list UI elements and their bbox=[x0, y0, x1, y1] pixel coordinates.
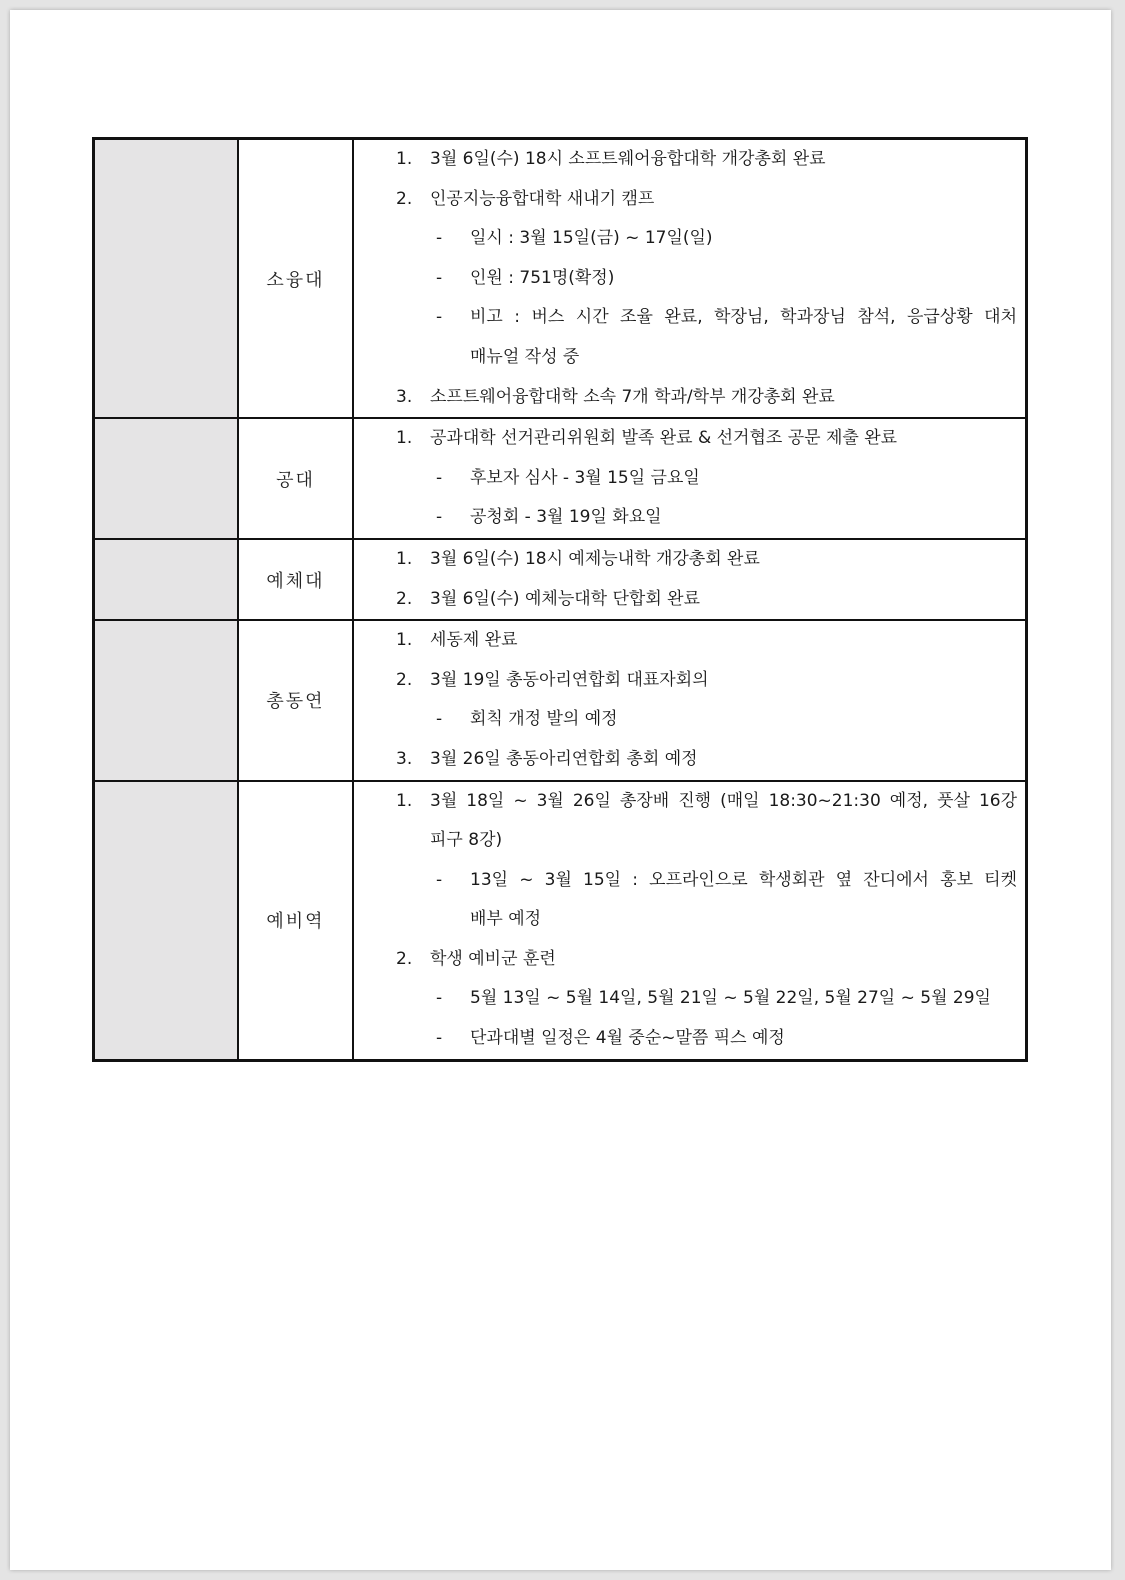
dash-bullet: - bbox=[436, 467, 443, 488]
list-item bbox=[354, 298, 1025, 338]
list-item bbox=[354, 700, 1025, 740]
section-content bbox=[353, 139, 1027, 419]
item-text: 인원 : 751명(확정) bbox=[470, 267, 615, 288]
dash-bullet: - bbox=[436, 1028, 443, 1049]
item-text: 3월 6일(수) 18시 소프트웨어융합대학 개강총회 완료 bbox=[430, 149, 826, 169]
list-item bbox=[354, 661, 1025, 701]
list-item bbox=[354, 979, 1025, 1019]
gray-cell bbox=[94, 418, 239, 539]
item-text: 배부 예정 bbox=[470, 909, 542, 930]
list-item bbox=[354, 940, 1025, 980]
item-number: 3. bbox=[396, 386, 413, 407]
item-text: 5월 13일 ~ 5월 14일, 5월 21일 ~ 5월 22일, 5월 27일 ~ 5월 29일 bbox=[470, 988, 991, 1009]
item-text: 3월 19일 총동아리연합회 대표자회의 bbox=[430, 669, 709, 690]
table-row bbox=[94, 139, 1027, 419]
item-number: 1. bbox=[396, 630, 413, 651]
list-item bbox=[354, 180, 1025, 220]
list-item bbox=[354, 1019, 1025, 1059]
gray-cell bbox=[94, 539, 239, 620]
section-label: 소융대 bbox=[238, 139, 353, 419]
item-text: 인공지능융합대학 새내기 캠프 bbox=[430, 188, 655, 209]
list-item bbox=[354, 219, 1025, 259]
item-number: 1. bbox=[396, 149, 413, 169]
section-label: 예체대 bbox=[238, 539, 353, 620]
table-row bbox=[94, 781, 1027, 1061]
gray-cell bbox=[94, 781, 239, 1061]
item-text: 매뉴얼 작성 중 bbox=[470, 346, 580, 367]
list-item bbox=[354, 900, 1025, 940]
item-text: 3월 6일(수) 예체능대학 단합회 완료 bbox=[430, 588, 700, 609]
item-number: 2. bbox=[396, 948, 413, 969]
dash-bullet: - bbox=[436, 709, 443, 730]
item-text: 비고 : 버스 시간 조율 완료, 학장님, 학과장님 참석, 응급상황 대처 bbox=[470, 307, 1017, 328]
list-item bbox=[354, 378, 1025, 418]
section-content bbox=[353, 620, 1027, 780]
gray-cell bbox=[94, 139, 239, 419]
item-number: 1. bbox=[396, 548, 413, 569]
item-text: 공과대학 선거관리위원회 발족 완료 & 선거협조 공문 제출 완료 bbox=[430, 428, 898, 449]
section-label: 예비역 bbox=[238, 781, 353, 1061]
item-text: 일시 : 3월 15일(금) ~ 17일(일) bbox=[470, 228, 713, 249]
item-number: 3. bbox=[396, 748, 413, 769]
item-text: 소프트웨어융합대학 소속 7개 학과/학부 개강총회 완료 bbox=[430, 386, 835, 407]
table-row bbox=[94, 418, 1027, 539]
document-page bbox=[10, 10, 1111, 1570]
table-row bbox=[94, 620, 1027, 780]
item-text: 3월 18일 ~ 3월 26일 총장배 진행 (매일 18:30~21:30 예정, 풋살 16강 bbox=[430, 790, 1017, 811]
list-item bbox=[354, 580, 1025, 620]
item-number: 2. bbox=[396, 669, 413, 690]
section-label: 총동연 bbox=[238, 620, 353, 780]
dash-bullet: - bbox=[436, 988, 443, 1009]
item-text: 3월 6일(수) 18시 예제능내학 개강총회 완료 bbox=[430, 548, 760, 569]
item-text: 3월 26일 총동아리연합회 총회 예정 bbox=[430, 748, 698, 769]
dash-bullet: - bbox=[436, 228, 443, 249]
section-label: 공대 bbox=[238, 418, 353, 539]
list-item bbox=[354, 782, 1025, 822]
table-row bbox=[94, 539, 1027, 620]
list-item bbox=[354, 419, 1025, 459]
list-item bbox=[354, 540, 1025, 580]
section-content bbox=[353, 781, 1027, 1061]
list-item bbox=[354, 259, 1025, 299]
gray-cell bbox=[94, 620, 239, 780]
item-text: 피구 8강) bbox=[430, 830, 503, 851]
report-table bbox=[92, 137, 1028, 1062]
item-text: 세동제 완료 bbox=[430, 630, 518, 651]
list-item bbox=[354, 338, 1025, 378]
item-text: 학생 예비군 훈련 bbox=[430, 948, 556, 969]
list-item bbox=[354, 498, 1025, 538]
list-item bbox=[354, 861, 1025, 901]
item-text: 공청회 - 3월 19일 화요일 bbox=[470, 507, 662, 528]
dash-bullet: - bbox=[436, 307, 443, 328]
list-item bbox=[354, 140, 1025, 180]
section-content bbox=[353, 539, 1027, 620]
item-number: 2. bbox=[396, 588, 413, 609]
list-item bbox=[354, 821, 1025, 861]
item-number: 1. bbox=[396, 428, 413, 449]
list-item bbox=[354, 459, 1025, 499]
dash-bullet: - bbox=[436, 869, 443, 890]
item-text: 후보자 심사 - 3월 15일 금요일 bbox=[470, 467, 700, 488]
list-item bbox=[354, 740, 1025, 780]
list-item bbox=[354, 621, 1025, 661]
item-text: 단과대별 일정은 4월 중순~말쯤 픽스 예정 bbox=[470, 1028, 785, 1049]
item-text: 13일 ~ 3월 15일 : 오프라인으로 학생회관 옆 잔디에서 홍보 티켓 bbox=[470, 869, 1017, 890]
section-content bbox=[353, 418, 1027, 539]
item-number: 2. bbox=[396, 188, 413, 209]
item-text: 회칙 개정 발의 예정 bbox=[470, 709, 618, 730]
dash-bullet: - bbox=[436, 507, 443, 528]
item-number: 1. bbox=[396, 790, 413, 811]
dash-bullet: - bbox=[436, 267, 443, 288]
